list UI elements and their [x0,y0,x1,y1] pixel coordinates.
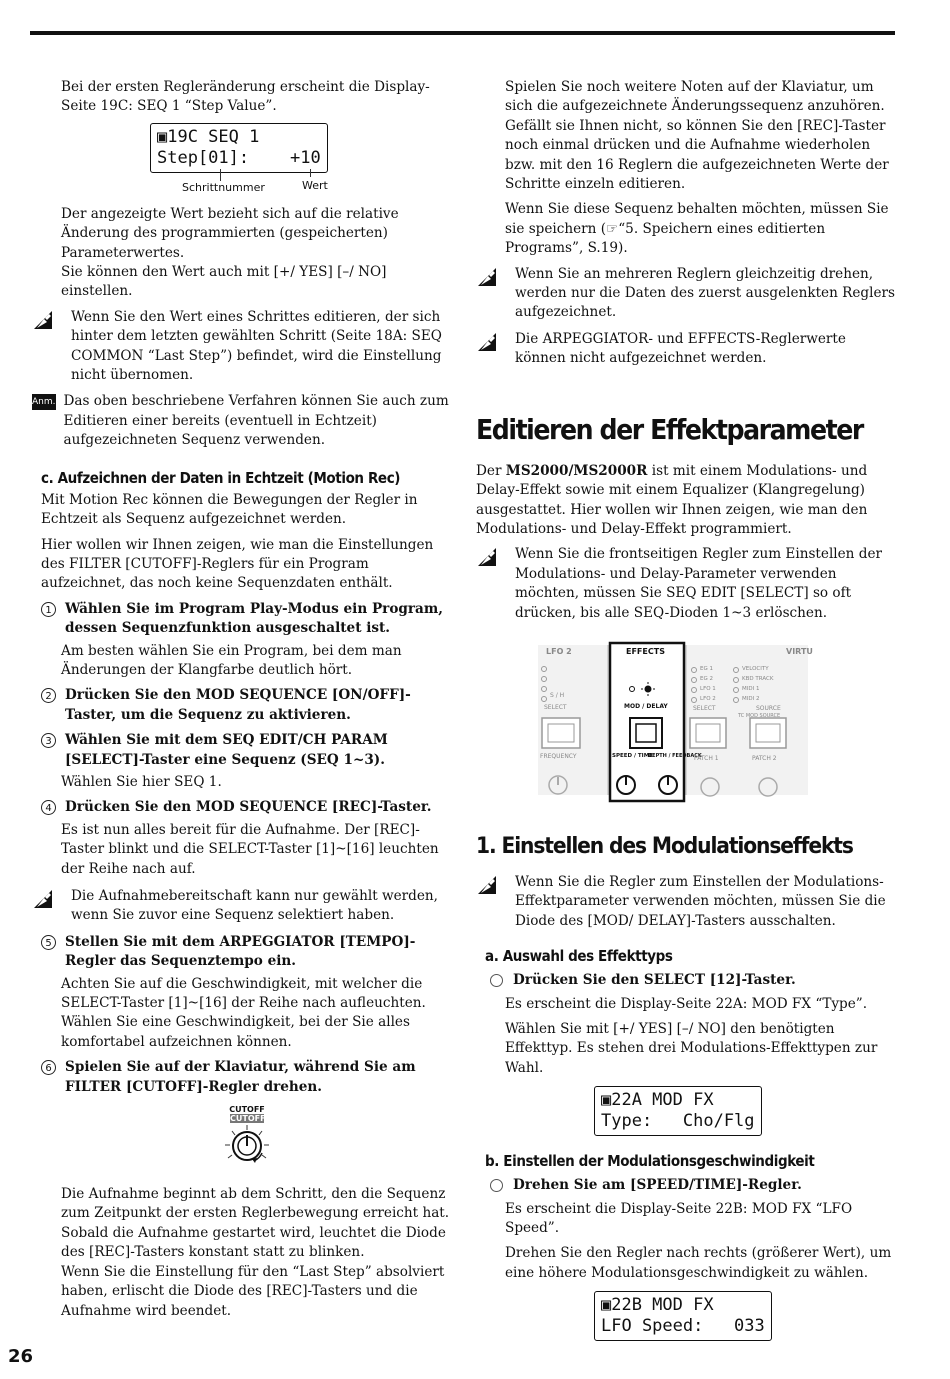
lcd-display [150,123,328,173]
note [476,265,896,323]
intro-pre: Der [476,462,506,479]
step-list [32,600,452,879]
paragraph: Es erscheint die Display-Seite 22B: MOD FX “LFO Speed”. [505,1200,853,1236]
knob-label: CUTOFF [229,1105,265,1115]
anm-text: Das oben beschriebene Verfahren können Sie auch zum Editieren einer bereits (eventuell in Echtzeit) aufgezeichneten Sequenz verwenden. [63,393,449,449]
pen-note-icon [476,874,498,896]
step-item [476,1176,896,1195]
effects-panel-figure [538,635,813,810]
heading-a: a. Auswahl des Effekttyps [485,947,673,966]
note-text: Wenn Sie die Regler zum Einstellen der Modulations-Effektparameter verwenden möchten, müssen Sie die Diode des [MOD/ DELAY]-Tasters ausschalten. [515,873,886,929]
intro-post: ist mit einem Modulations- und Delay-Effekt sowie mit einem Equalizer (Klangregelung) ausgestattet. Hier wollen wir Ihnen zeigen, wie man den Modulations- und Delay-Effekt programmiert. [476,462,868,537]
lcd-line-1: ▣19C SEQ 1 [157,126,260,147]
note-text: Wenn Sie den Wert eines Schrittes editieren, der sich hinter dem letzten gewählten Schritt (Seite 18A: SEQ COMMON “Last Step”) befindet, wird die Einstellung nicht übernomen. [71,308,442,384]
lcd-figure-22a [594,1086,896,1136]
lcd-line-1: ▣22B MOD FX [601,1295,714,1316]
lcd-line-2: LFO Speed: 033 [601,1316,765,1337]
left-column [32,78,452,1327]
panel-label-virtual: VIRTU [786,646,813,656]
step-body: Achten Sie auf die Geschwindigkeit, mit welcher die SELECT-Taster [1]~[16] der Reihe nach aufleuchten. Wählen Sie eine Geschwindigkeit, bei der Sie alles komfortabel aufzeichnen können. [61,975,426,1050]
panel-label-eg1: EG 1 [700,665,713,672]
panel-label-lfo2: LFO 2 [546,646,572,656]
intro-paragraph [476,462,896,540]
paragraph: Sie können den Wert auch mit [+/ YES] [–/ NO] einstellen. [61,264,387,300]
panel-label-depth-feedback: DEPTH / FEEDBACK [648,752,702,759]
step-item [41,600,452,681]
panel-label-effects: EFFECTS [626,646,665,656]
panel-label-patch2: PATCH 2 [752,754,777,762]
step-body: Wählen Sie hier SEQ 1. [61,773,222,790]
panel-label-select: SELECT [544,703,567,711]
step-bullet-icon [490,1179,503,1192]
note [32,308,452,386]
note [32,887,452,926]
heading-c: c. Aufzeichnen der Daten in Echtzeit (Motion Rec) [41,468,401,487]
step-title: Spielen Sie auf der Klaviatur, während Sie am FILTER [CUTOFF]-Regler drehen. [65,1059,416,1095]
note-text: Die ARPEGGIATOR- und EFFECTS-Reglerwerte können nicht aufgezeichnet werden. [515,330,846,367]
pen-note-icon [476,331,498,353]
caption-wert: Wert [302,178,328,192]
step-title: Drücken Sie den MOD SEQUENCE [ON/OFF]-Taster, um die Sequenz zu aktivieren. [65,687,411,723]
step-title: Drücken Sie den MOD SEQUENCE [REC]-Taster. [65,799,432,816]
pen-note-icon [476,546,498,568]
panel-label-midi2: MIDI 2 [742,695,760,702]
step-item [41,933,452,1052]
section-title: Editieren der Effektparameter [476,412,863,446]
model-name: MS2000/MS2000R [505,462,648,479]
lcd-line-2: Type: Cho/Flg [601,1111,755,1132]
step-item [41,1058,452,1097]
note [476,545,896,623]
panel-label-patch1: PATCH 1 [694,754,719,762]
lcd-display [594,1086,762,1136]
caption-schrittnummer: Schrittnummer [182,180,265,194]
step-title: Wählen Sie mit dem SEQ EDIT/CH PARAM [SELECT]-Taster eine Sequenz (SEQ 1~3). [65,732,388,768]
pen-note-icon [476,266,498,288]
lcd-display [594,1291,772,1341]
panel-label-lfo1: LFO 1 [700,685,716,692]
step-title: Drücken Sie den SELECT [12]-Taster. [513,972,796,989]
step-item [41,731,452,792]
step-number-icon: 2 [41,688,56,703]
step-number-icon: 5 [41,935,56,950]
step-title: Stellen Sie mit dem ARPEGGIATOR [TEMPO]-Regler das Sequenztempo ein. [65,933,416,970]
paragraph: Der angezeigte Wert bezieht sich auf die relative Änderung des programmierten (gespeicherten) Parameterwertes. [61,205,399,261]
step-number-icon: 6 [41,1060,56,1075]
step-item [41,798,452,879]
cutoff-knob-figure [222,1105,272,1171]
paragraph: Spielen Sie noch weitere Noten auf der Klaviatur, um sich die aufgezeichnete Änderungssequenz anzuhören. Gefällt sie Ihnen nicht, so können Sie den [REC]-Taster noch einmal drücken und die Aufnahme wiederholen bzw. mit den 16 Reglern die aufgezeichneten Werte der Schritte einzeln editieren. [505,79,889,193]
panel-label-midi1: MIDI 1 [742,685,760,692]
step-body: Am besten wählen Sie ein Program, bei dem man Änderungen der Klangfarbe deutlich hört. [61,642,402,678]
step-body: Es ist nun alles bereit für die Aufnahme. Der [REC]-Taster blinkt und die SELECT-Taster [1]~[16] leuchten der Reihe nach auf. [61,821,439,877]
subsection-title: 1. Einstellen des Modulationseffekts [476,833,853,859]
panel-label-frequency: FREQUENCY [540,752,577,760]
anm-note [32,392,452,450]
right-column [476,78,896,1341]
panel-label-sh: S / H [550,691,565,699]
lcd-line-1: ▣22A MOD FX [601,1090,714,1111]
note-text: Wenn Sie an mehreren Reglern gleichzeitig drehen, werden nur die Daten des zuerst ausgelenkten Reglers aufgezeichnet. [515,265,895,321]
step-bullet-icon [490,974,503,987]
step-number-icon: 3 [41,733,56,748]
panel-label-lfo2-src: LFO 2 [700,695,716,702]
step-item [41,686,452,725]
page-number: 26 [8,1346,34,1367]
step-number-icon: 1 [41,602,56,617]
panel-label-velocity: VELOCITY [742,665,769,672]
paragraph: Wählen Sie mit [+/ YES] [–/ NO] den benötigten Effekttyp. Es stehen drei Modulations-Effekttypen zur Wahl. [505,1020,878,1076]
note [476,330,896,369]
pen-note-icon [32,888,54,910]
paragraph: Es erscheint die Display-Seite 22A: MOD FX “Type”. [505,995,868,1012]
panel-label-source: SOURCE [756,704,781,712]
step-title: Drehen Sie am [SPEED/TIME]-Regler. [513,1177,802,1194]
heading-b: b. Einstellen der Modulationsgeschwindigkeit [485,1152,815,1171]
paragraph: Wenn Sie die Einstellung für den “Last Step” absolviert haben, erlischt die Diode des [REC]-Tasters und die Aufnahme wird beendet. [61,1263,445,1319]
panel-label-tc-mod-source: TC MOD SOURCE [738,712,781,719]
paragraph: Drehen Sie den Regler nach rechts (größerer Wert), um eine höhere Modulationsgeschwindigkeit zu wählen. [505,1245,892,1281]
step-title: Wählen Sie im Program Play-Modus ein Program, dessen Sequenzfunktion ausgeschaltet ist. [65,600,443,637]
lcd-figure-19c [150,123,452,195]
panel-art [538,635,808,810]
knob-icon [222,1123,272,1167]
paragraph: Die Aufnahme beginnt ab dem Schritt, den die Sequenz zum Zeitpunkt der ersten Reglerbewegung erreicht hat. Sobald die Aufnahme gestartet wird, leuchtet die Diode des [REC]-Tasters konstant statt zu blinken. [61,1186,450,1261]
intro-text: Bei der ersten Regleränderung erscheint die Display-Seite 19C: SEQ 1 “Step Value”. [61,79,430,115]
paragraph: Wenn Sie diese Sequenz behalten möchten, müssen Sie sie speichern (☞“5. Speichern eines editierten Programs”, S.19). [505,201,889,257]
panel-label-speed-time: SPEED / TIME [612,752,653,759]
panel-label-eg2: EG 2 [700,675,713,682]
note-text: Wenn Sie die frontseitigen Regler zum Einstellen der Modulations- und Delay-Parameter verwenden möchten, müssen Sie SEQ EDIT [SELECT] so oft drücken, bis alle SEQ-Dioden 1~3 erlöschen. [515,546,883,621]
step-list [32,933,452,1097]
knob-label-box: CUTOFF [230,1114,266,1124]
pen-note-icon [32,309,54,331]
note [476,873,896,931]
lcd-figure-22b [594,1291,896,1341]
panel-label-select-patch: SELECT [693,704,716,712]
note-text: Die Aufnahmebereitschaft kann nur gewählt werden, wenn Sie zuvor eine Sequenz selektiert haben. [71,888,439,924]
panel-label-mod-delay: MOD / DELAY [624,702,668,710]
lcd-line-2: Step[01]: +10 [157,147,321,168]
step-item [476,971,896,990]
step-number-icon: 4 [41,800,56,815]
panel-label-kbd: KBD TRACK [742,675,774,682]
anm-badge: Anm. [32,394,56,410]
top-rule [30,31,895,35]
paragraph: Hier wollen wir Ihnen zeigen, wie man die Einstellungen des FILTER [CUTOFF]-Reglers für ein Program aufzeichnet, das noch keine Sequenzdaten enthält. [41,536,434,592]
paragraph: Mit Motion Rec können die Bewegungen der Regler in Echtzeit als Sequenz aufgezeichnet werden. [41,491,418,528]
